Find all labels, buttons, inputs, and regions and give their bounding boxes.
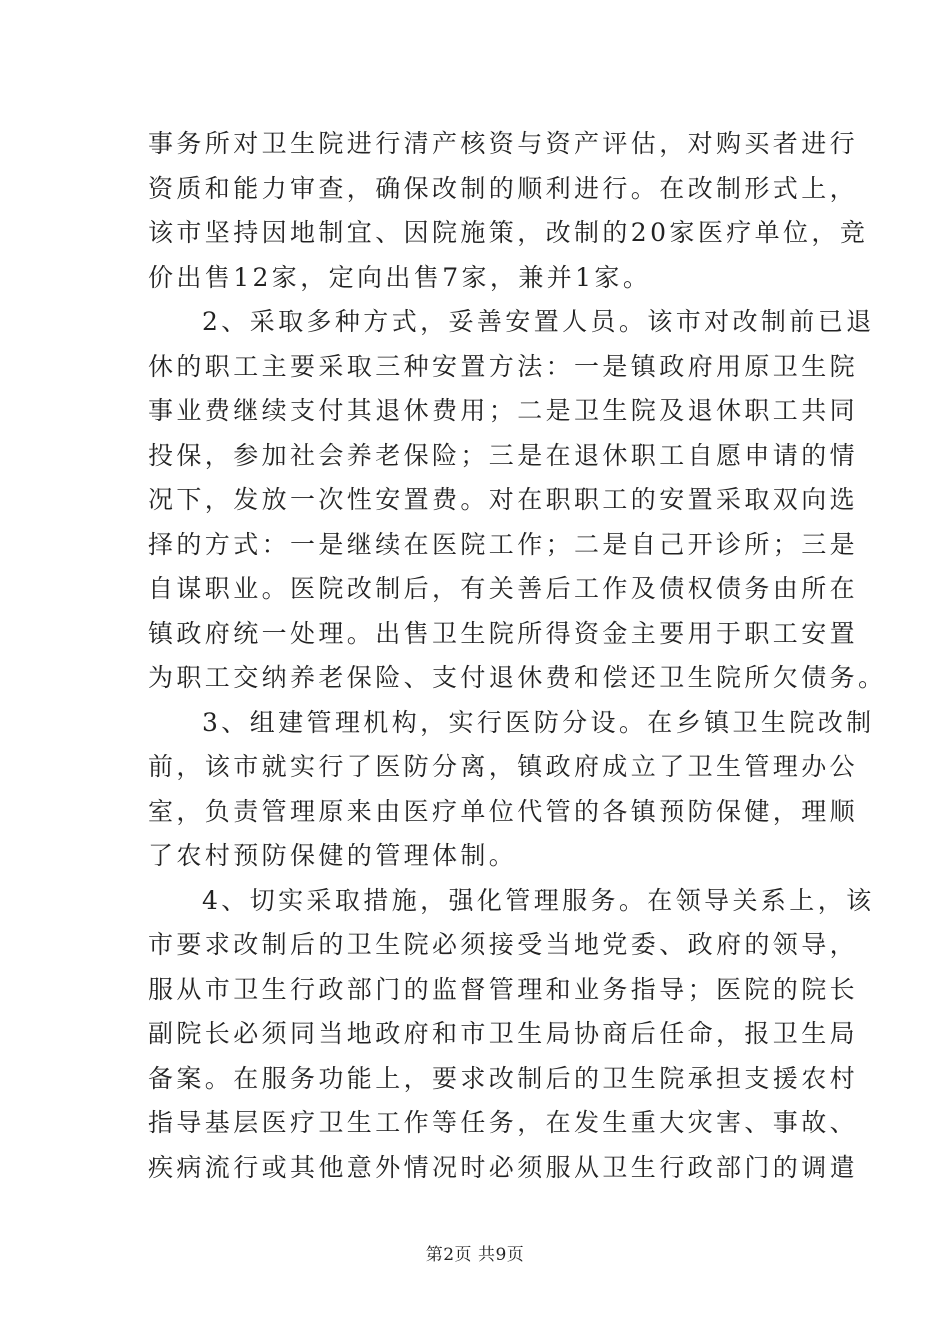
text-line: 投保，参加社会养老保险；三是在退休职工自愿申请的情 (148, 440, 859, 470)
paragraph-2 (148, 300, 887, 701)
text-line: 备案。在服务功能上，要求改制后的卫生院承担支援农村 (148, 1063, 859, 1093)
paragraph-1 (148, 122, 869, 300)
text-line: 3、组建管理机构，实行医防分设。在乡镇卫生院改制 (202, 707, 875, 737)
text-line: 副院长必须同当地政府和市卫生局协商后任命，报卫生局 (148, 1019, 859, 1048)
text-line: 4、切实采取措施，强化管理服务。在领导关系上，该 (202, 885, 875, 915)
paragraph-3 (148, 701, 875, 879)
text-line: 服从市卫生行政部门的监督管理和业务指导；医院的院长 (148, 974, 859, 1004)
document-body (148, 122, 887, 1190)
text-line: 指导基层医疗卫生工作等任务，在发生重大灾害、事故、 (148, 1108, 859, 1137)
text-line: 休的职工主要采取三种安置方法：一是镇政府用原卫生院 (148, 351, 859, 381)
text-line: 市要求改制后的卫生院必须接受当地党委、政府的领导， (148, 930, 859, 959)
text-line: 该市坚持因地制宜、因院施策，改制的20家医疗单位，竞 (148, 218, 869, 247)
text-line: 价出售12家，定向出售7家，兼并1家。 (148, 262, 652, 292)
text-line: 为职工交纳养老保险、支付退休费和偿还卫生院所欠债务。 (148, 663, 887, 692)
paragraph-4 (148, 879, 875, 1191)
text-line: 镇政府统一处理。出售卫生院所得资金主要用于职工安置 (148, 618, 859, 648)
text-line: 事务所对卫生院进行清产核资与资产评估，对购买者进行 (148, 129, 859, 158)
text-line: 疾病流行或其他意外情况时必须服从卫生行政部门的调遣 (148, 1152, 859, 1182)
text-line: 资质和能力审查，确保改制的顺利进行。在改制形式上， (148, 173, 859, 203)
text-line: 室，负责管理原来由医疗单位代管的各镇预防保健，理顺 (148, 796, 859, 826)
text-line: 事业费继续支付其退休费用；二是卫生院及退休职工共同 (148, 396, 859, 425)
text-line: 2、采取多种方式，妥善安置人员。该市对改制前已退 (202, 307, 875, 336)
text-line: 了农村预防保健的管理体制。 (148, 841, 518, 870)
text-line: 况下，发放一次性安置费。对在职职工的安置采取双向选 (148, 485, 859, 514)
text-line: 前，该市就实行了医防分离，镇政府成立了卫生管理办公 (148, 752, 859, 781)
text-line: 择的方式：一是继续在医院工作；二是自己开诊所；三是 (148, 529, 859, 559)
page-number-footer: 第2页 共9页 (425, 1245, 525, 1265)
text-line: 自谋职业。医院改制后，有关善后工作及债权债务由所在 (148, 574, 859, 603)
